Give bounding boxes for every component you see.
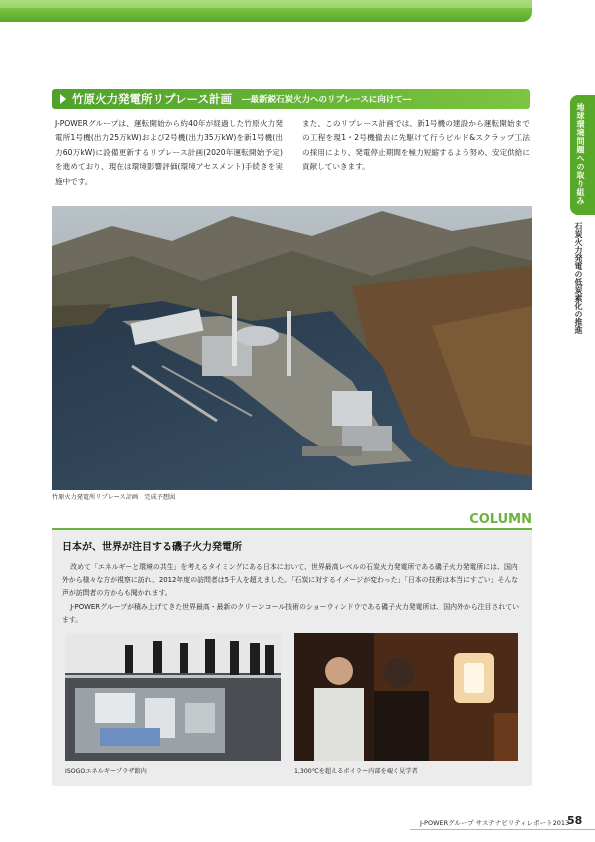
section-header xyxy=(52,89,530,109)
section-subtitle: ―最新鋭石炭火力へのリプレースに向けて― xyxy=(241,95,412,105)
caption-right: 1,300℃を超えるボイラー内部を覗く見学者 xyxy=(294,768,418,775)
column-label: COLUMN xyxy=(469,512,532,527)
footer-divider xyxy=(410,829,595,830)
section-title: 竹原火力発電所リプレース計画 xyxy=(72,92,232,106)
paragraph-left: J-POWERグループは、運転開始から約40年が経過した竹原火力発電所1号機(出力25万kW)および2号機(出力35万kW)を新1号機(出力60万kW)に設備更新するリプレース計画(2020年運転開始予定)を進めており、現在は環境影響評価(環境アセスメント)手続きを実施中です。 xyxy=(55,119,283,186)
bullet-triangle-icon xyxy=(60,94,66,104)
side-tab-label: 地球環境問題への取り組み xyxy=(576,103,585,205)
footer-report-title: J-POWERグループ サステナビリティレポート2013 xyxy=(420,819,570,827)
energy-plaza-photo xyxy=(65,633,281,761)
side-tab xyxy=(570,95,595,215)
caption-left: ISOGOエネルギープラザ館内 xyxy=(65,768,147,775)
column-paragraph: 改めて「エネルギーと環境の共生」を考えるタイミングにある日本において、世界最高レベルの石炭火力発電所である磯子火力発電所には、国内外から様々な方が視察に訪れ、2012年度の訪問者は5千人を超えました。「石炭に対するイメージが変わった」「日本の技術は本当にすごい」そんな声が訪問者の方からも聞かれます。 xyxy=(62,563,519,598)
column-text xyxy=(62,561,524,627)
column-paragraph: J-POWERグループが積み上げてきた世界最高・最新のクリーンコール技術のショーウィンドウである磯子火力発電所は、国内外から注目されています。 xyxy=(62,602,520,624)
top-banner xyxy=(0,0,532,22)
paragraph-right: また、このリプレース計画では、新1号機の建設から運転開始までの工程を現1・2号機撤去に先駆けて行うビルド&スクラップ工法の採用により、発電停止期間を極力短縮するよう努め、安定供給に貢献していきます。 xyxy=(302,119,530,172)
page-number: 58 xyxy=(567,814,583,827)
power-plant-aerial-photo xyxy=(52,206,532,490)
boiler-viewing-photo xyxy=(294,633,518,761)
column-title: 日本が、世界が注目する磯子火力発電所 xyxy=(62,542,242,553)
side-sub-label: 石炭火力発電の低炭素化の推進 xyxy=(574,222,583,334)
photo-caption: 竹原火力発電所リプレース計画 完成予想図 xyxy=(52,494,176,501)
